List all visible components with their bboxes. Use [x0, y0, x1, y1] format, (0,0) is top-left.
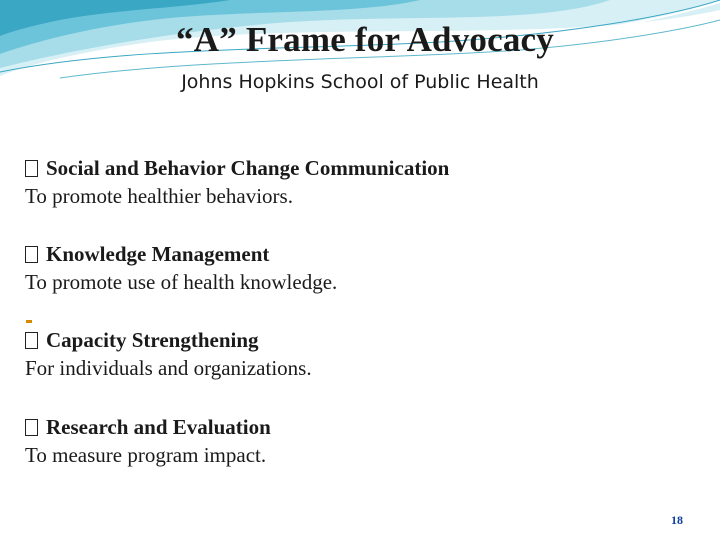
item-heading: Knowledge Management	[46, 242, 270, 266]
item-description: To promote healthier behaviors.	[25, 184, 293, 208]
missing-glyph-box-icon	[25, 332, 38, 349]
item-description: For individuals and organizations.	[25, 356, 312, 380]
missing-glyph-box-icon	[25, 246, 38, 263]
list-item	[25, 154, 685, 211]
item-heading: Research and Evaluation	[46, 415, 271, 439]
list-item	[25, 240, 685, 297]
missing-glyph-box-icon	[25, 160, 38, 177]
accent-dash	[26, 320, 32, 323]
missing-glyph-box-icon	[25, 419, 38, 436]
slide-title: “A” Frame for Advocacy	[176, 20, 554, 59]
page-number: 18	[671, 513, 683, 527]
slide-subtitle: Johns Hopkins School of Public Health	[181, 71, 539, 93]
item-heading: Capacity Strengthening	[46, 328, 259, 352]
item-description: To measure program impact.	[25, 443, 267, 467]
item-heading: Social and Behavior Change Communication	[46, 156, 450, 180]
list-item	[25, 326, 685, 383]
list-item	[25, 413, 685, 470]
item-description: To promote use of health knowledge.	[25, 270, 338, 294]
